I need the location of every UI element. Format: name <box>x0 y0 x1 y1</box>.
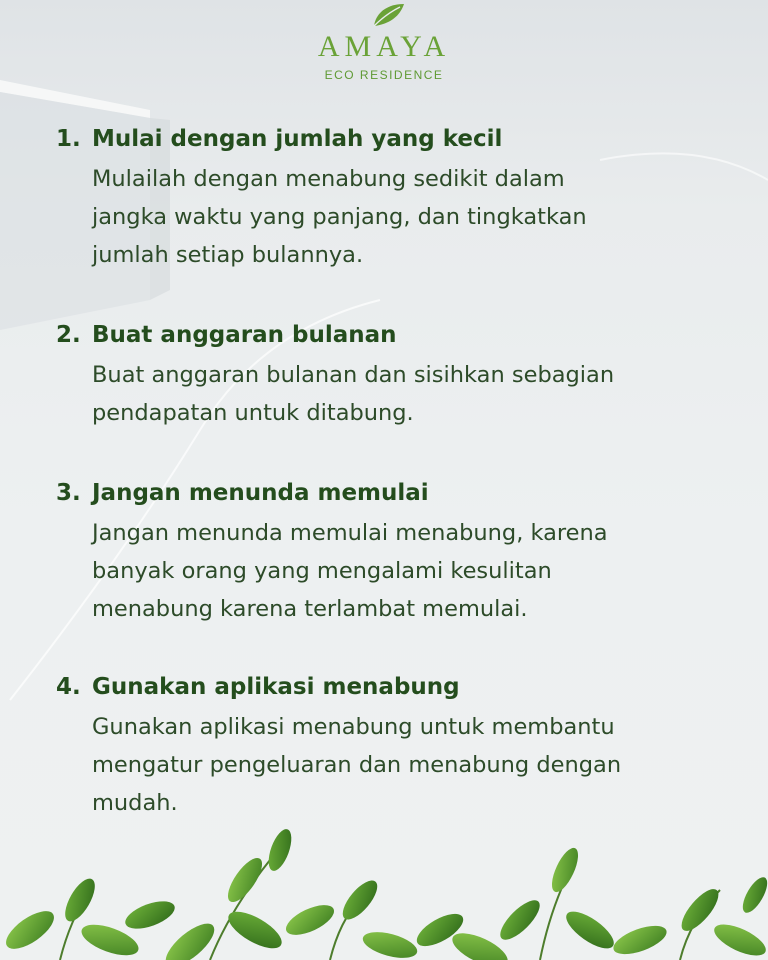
plant-leaves-decoration <box>0 820 768 960</box>
tip-description <box>92 514 736 628</box>
tip-heading <box>56 478 736 508</box>
tip-3 <box>56 478 736 628</box>
tip-2 <box>56 320 736 432</box>
tip-line: Buat anggaran bulanan dan sisihkan sebagian <box>92 362 615 388</box>
brand-tagline: ECO RESIDENCE <box>324 68 444 82</box>
tip-number: 4. <box>56 674 81 700</box>
tip-title: Jangan menunda memulai <box>92 480 429 506</box>
tip-title: Mulai dengan jumlah yang kecil <box>92 126 503 152</box>
tip-1 <box>56 124 736 274</box>
tip-line: Jangan menunda memulai menabung, karena <box>92 520 608 546</box>
tip-description <box>92 160 736 274</box>
tip-line: banyak orang yang mengalami kesulitan <box>92 558 552 584</box>
brand-name: AMAYA <box>317 30 451 63</box>
tip-number: 3. <box>56 480 81 506</box>
tip-line: jangka waktu yang panjang, dan tingkatkan <box>92 204 587 230</box>
tip-title: Gunakan aplikasi menabung <box>92 674 460 700</box>
tip-description <box>92 708 736 822</box>
tip-line: menabung karena terlambat memulai. <box>92 596 528 622</box>
tip-heading <box>56 124 736 154</box>
tip-heading <box>56 320 736 350</box>
tip-title: Buat anggaran bulanan <box>92 322 397 348</box>
tip-line: mengatur pengeluaran dan menabung dengan <box>92 752 622 778</box>
tip-line: jumlah setiap bulannya. <box>92 242 364 268</box>
tip-number: 1. <box>56 126 81 152</box>
tip-line: mudah. <box>92 790 178 816</box>
tip-line: pendapatan untuk ditabung. <box>92 400 414 426</box>
tip-heading <box>56 672 736 702</box>
tip-line: Gunakan aplikasi menabung untuk membantu <box>92 714 615 740</box>
tip-line: Mulailah dengan menabung sedikit dalam <box>92 166 565 192</box>
tip-description <box>92 356 736 432</box>
leaf-icon <box>368 0 408 30</box>
tip-number: 2. <box>56 322 81 348</box>
tip-4 <box>56 672 736 822</box>
